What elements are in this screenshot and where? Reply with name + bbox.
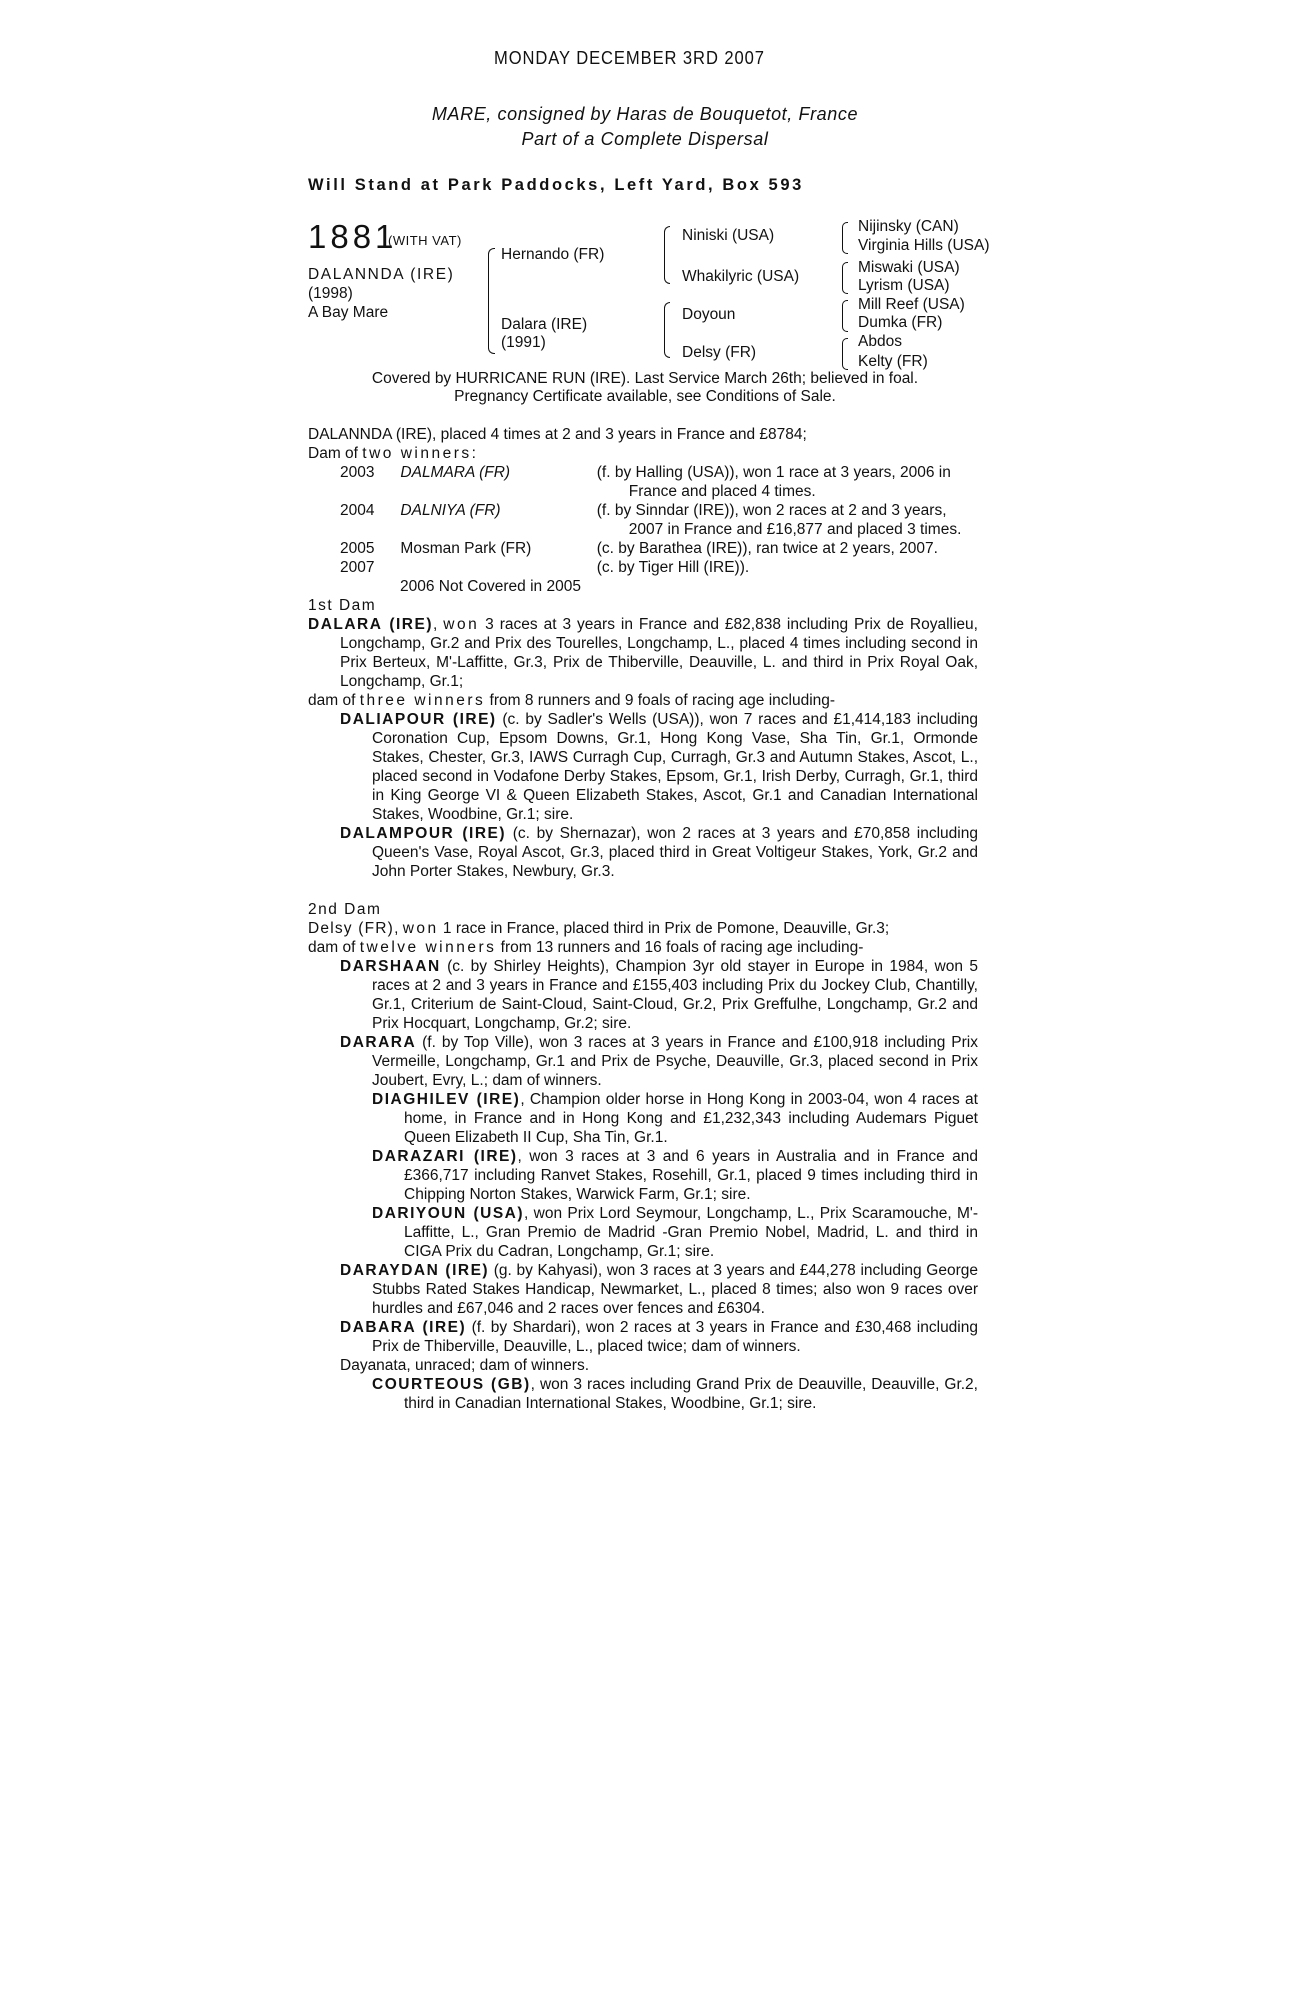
pedigree-brace-sire — [664, 226, 670, 284]
pedigree-dam-dam: Delsy (FR) — [682, 344, 757, 361]
stabling-line: Will Stand at Park Paddocks, Left Yard, Box 593 — [308, 176, 804, 194]
pedigree-brace-3a — [842, 222, 848, 254]
pedigree-brace-main — [488, 248, 495, 354]
dam-of-line: Dam of two winners: — [308, 445, 479, 462]
produce-record — [308, 425, 978, 1413]
grand-progeny-entry: DIAGHILEV (IRE), Champion older horse in Hong Kong in 2003-04, won 4 races at home, in France and in Hong Kong and £1,232,343 including Audemars Piguet Queen Elizabeth II Cup, Sha Tin, Gr.1. — [372, 1091, 978, 1146]
first-dam-record: DALARA (IRE), won 3 races at 3 years in France and £82,838 including Prix de Royallieu, Longchamp, Gr.2 and Prix des Tourelles, Longchamp, L., placed 4 times including second in Prix Berteux, M'-Laffitte, Gr.3, Prix de Thiberville, Deauville, L. and third in Prix Royal Oak, Longchamp, Gr.1; — [308, 616, 978, 690]
foal-row: 2004 DALNIYA (FR) (f. by Sinndar (IRE)), won 2 races at 2 and 3 years, 2007 in France and £16,877 and placed 3 times. — [340, 502, 962, 538]
pedigree-brace-3b — [842, 262, 848, 294]
progeny-entry: DARSHAAN (c. by Shirley Heights), Champion 3yr old stayer in Europe in 1984, won 5 races at 2 and 3 years in France and £155,403 including Prix du Jockey Club, Chantilly, Gr.1, Criterium de Saint-Cloud, Saint-Cloud, Gr.2, Prix Greffulhe, Longchamp, Gr.2 and Prix Hocquart, Longchamp, Gr.2; sire. — [340, 958, 978, 1032]
horse-name: DALANNDA (IRE) — [308, 266, 455, 283]
first-dam-dam-of: dam of three winners from 8 runners and 9 foals of racing age including- — [308, 692, 836, 709]
pedigree-brace-3c — [842, 300, 848, 332]
pedigree-dds: Abdos — [858, 333, 902, 350]
pedigree-brace-3d — [842, 338, 848, 370]
first-dam-heading: 1st Dam — [308, 597, 377, 614]
grand-progeny-entry: COURTEOUS (GB), won 3 races including Grand Prix de Deauville, Deauville, Gr.2, third in Canadian International Stakes, Woodbine, Gr.1; sire. — [372, 1376, 978, 1412]
mare-race-record: DALANNDA (IRE), placed 4 times at 2 and 3 years in France and £8784; — [308, 426, 807, 443]
not-covered-note: 2006 Not Covered in 2005 — [400, 578, 581, 595]
second-dam-record: Delsy (FR), won 1 race in France, placed third in Prix de Pomone, Deauville, Gr.3; — [308, 920, 890, 937]
second-dam-dam-of: dam of twelve winners from 13 runners and 16 foals of racing age including- — [308, 939, 864, 956]
pedigree-sdd: Lyrism (USA) — [858, 277, 950, 294]
pedigree-dsd: Dumka (FR) — [858, 314, 943, 331]
grand-progeny-entry: DARAZARI (IRE), won 3 races at 3 and 6 years in Australia and in France and £366,717 including Ranvet Stakes, Rosehill, Gr.1, placed 9 times including third in Chipping Norton Stakes, Warwick Farm, Gr.1; sire. — [372, 1148, 978, 1203]
foal-row: 2007 (c. by Tiger Hill (IRE)). — [340, 559, 750, 576]
sale-date: MONDAY DECEMBER 3RD 2007 — [494, 48, 765, 68]
dispersal-line: Part of a Complete Dispersal — [521, 129, 769, 149]
pedigree-sire-sire: Niniski (USA) — [682, 227, 775, 244]
horse-description: A Bay Mare — [308, 304, 389, 321]
pedigree-dam-sire: Doyoun — [682, 306, 736, 323]
foal-row: 2005 Mosman Park (FR) (c. by Barathea (IRE)), ran twice at 2 years, 2007. — [340, 540, 938, 557]
pedigree-dam: Dalara (IRE) — [501, 316, 588, 333]
horse-year: (1998) — [308, 285, 353, 302]
pedigree-sire-dam: Whakilyric (USA) — [682, 268, 800, 285]
pedigree-dss: Mill Reef (USA) — [858, 296, 965, 313]
grand-progeny-entry: DARIYOUN (USA), won Prix Lord Seymour, Longchamp, L., Prix Scaramouche, M'-Laffitte, L., Gran Premio de Madrid -Gran Premio Nobel, Madrid, L. and third in CIGA Prix du Cadran, Longchamp, Gr.1; sire. — [372, 1205, 978, 1260]
covered-line: Covered by HURRICANE RUN (IRE). Last Service March 26th; believed in foal. — [371, 370, 919, 387]
progeny-entry: DABARA (IRE) (f. by Shardari), won 2 races at 3 years in France and £30,468 including Prix de Thiberville, Deauville, L., placed twice; dam of winners. — [340, 1319, 978, 1355]
pedigree-ssd: Virginia Hills (USA) — [858, 237, 990, 254]
progeny-entry: DARARA (f. by Top Ville), won 3 races at 3 years in France and £100,918 including Prix Vermeille, Longchamp, Gr.1 and Prix de Psyche, Deauville, Gr.3, placed second in Prix Joubert, Evry, L.; dam of winners. — [340, 1034, 978, 1089]
foal-row: 2003 DALMARA (FR) (f. by Halling (USA)), won 1 race at 3 years, 2006 in France and placed 4 times. — [340, 464, 951, 500]
progeny-entry: Dayanata, unraced; dam of winners. — [340, 1357, 589, 1374]
pregnancy-line: Pregnancy Certificate available, see Conditions of Sale. — [454, 388, 836, 405]
lot-number: 1881 — [308, 218, 398, 255]
second-dam-heading: 2nd Dam — [308, 901, 382, 918]
pedigree-sss: Nijinsky (CAN) — [858, 218, 959, 235]
pedigree-dam-year: (1991) — [501, 334, 546, 351]
pedigree-sire: Hernando (FR) — [501, 246, 605, 263]
pedigree-sds: Miswaki (USA) — [858, 259, 960, 276]
pedigree-ddd: Kelty (FR) — [858, 353, 928, 370]
vat-note: (WITH VAT) — [388, 233, 462, 248]
spacer — [308, 881, 978, 900]
progeny-entry: DARAYDAN (IRE) (g. by Kahyasi), won 3 races at 3 years and £44,278 including George Stubbs Rated Stakes Handicap, Newmarket, L., placed 8 times; also won 9 races over hurdles and £67,046 and 2 races over fences and £6304. — [340, 1262, 978, 1317]
consignor-line: MARE, consigned by Haras de Bouquetot, France — [431, 104, 859, 124]
progeny-entry: DALAMPOUR (IRE) (c. by Shernazar), won 2 races at 3 years and £70,858 including Queen's Vase, Royal Ascot, Gr.3, placed third in Great Voltigeur Stakes, York, Gr.2 and John Porter Stakes, Newbury, Gr.3. — [340, 825, 978, 880]
pedigree-brace-dam — [664, 302, 670, 358]
progeny-entry: DALIAPOUR (IRE) (c. by Sadler's Wells (USA)), won 7 races and £1,414,183 including Coronation Cup, Epsom Downs, Gr.1, Hong Kong Vase, Sha Tin, Gr.1, Ormonde Stakes, Chester, Gr.3, IAWS Curragh Cup, Curragh, Gr.3 and Autumn Stakes, Ascot, L., placed second in Vodafone Derby Stakes, Epsom, Gr.1, Irish Derby, Curragh, Gr.1, third in King George VI & Queen Elizabeth Stakes, Ascot, Gr.1 and Canadian International Stakes, Woodbine, Gr.1; sire. — [340, 711, 978, 823]
